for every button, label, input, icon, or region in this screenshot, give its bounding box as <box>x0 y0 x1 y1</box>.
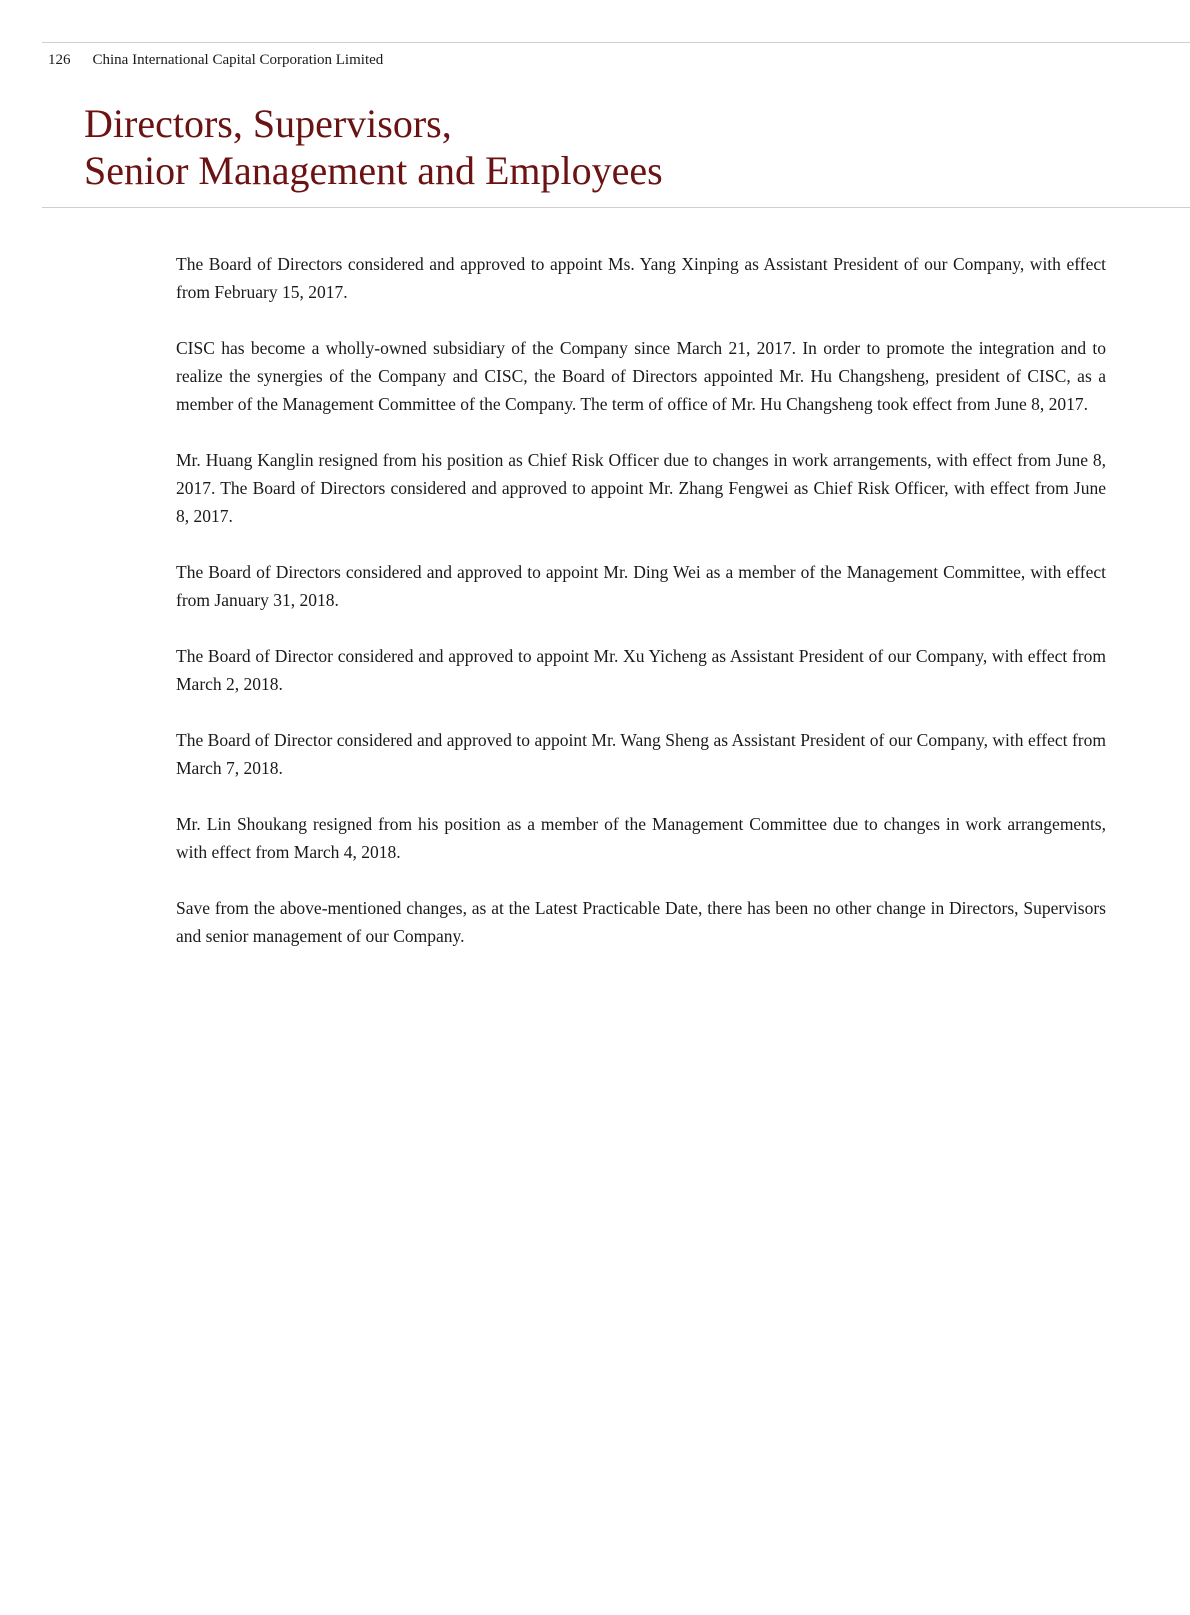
body-text <box>176 250 1106 978</box>
paragraph: The Board of Director considered and approved to appoint Mr. Xu Yicheng as Assistant President of our Company, with effect from March 2, 2018. <box>176 646 1106 694</box>
paragraph: The Board of Directors considered and approved to appoint Ms. Yang Xinping as Assistant President of our Company, with effect from February 15, 2017. <box>176 254 1106 302</box>
paragraph: Save from the above-mentioned changes, as at the Latest Practicable Date, there has been no other change in Directors, Supervisors and senior management of our Company. <box>176 898 1106 946</box>
title-line-1: Directors, Supervisors, <box>84 101 452 146</box>
title-rule <box>42 207 1190 208</box>
paragraph: Mr. Lin Shoukang resigned from his position as a member of the Management Committee due to changes in work arrangements, with effect from March 4, 2018. <box>176 814 1106 862</box>
title-line-2: Senior Management and Employees <box>84 148 663 193</box>
paragraph: CISC has become a wholly-owned subsidiary of the Company since March 21, 2017. In order to promote the integration and to realize the synergies of the Company and CISC, the Board of Directors appointed Mr. Hu Changsheng, president of CISC, as a member of the Management Committee of the Company. The term of office of Mr. Hu Changsheng took effect from June 8, 2017. <box>176 338 1106 414</box>
header-rule <box>42 42 1190 43</box>
page-title <box>84 100 663 194</box>
paragraph: The Board of Directors considered and approved to appoint Mr. Ding Wei as a member of the Management Committee, with effect from January 31, 2018. <box>176 562 1106 610</box>
paragraph: The Board of Director considered and approved to appoint Mr. Wang Sheng as Assistant President of our Company, with effect from March 7, 2018. <box>176 730 1106 778</box>
page-number: 126 <box>48 52 71 68</box>
company-name: China International Capital Corporation Limited <box>92 52 384 68</box>
running-header <box>48 52 383 69</box>
paragraph: Mr. Huang Kanglin resigned from his position as Chief Risk Officer due to changes in work arrangements, with effect from June 8, 2017. The Board of Directors considered and approved to appoint Mr. Zhang Fengwei as Chief Risk Officer, with effect from June 8, 2017. <box>176 450 1106 526</box>
